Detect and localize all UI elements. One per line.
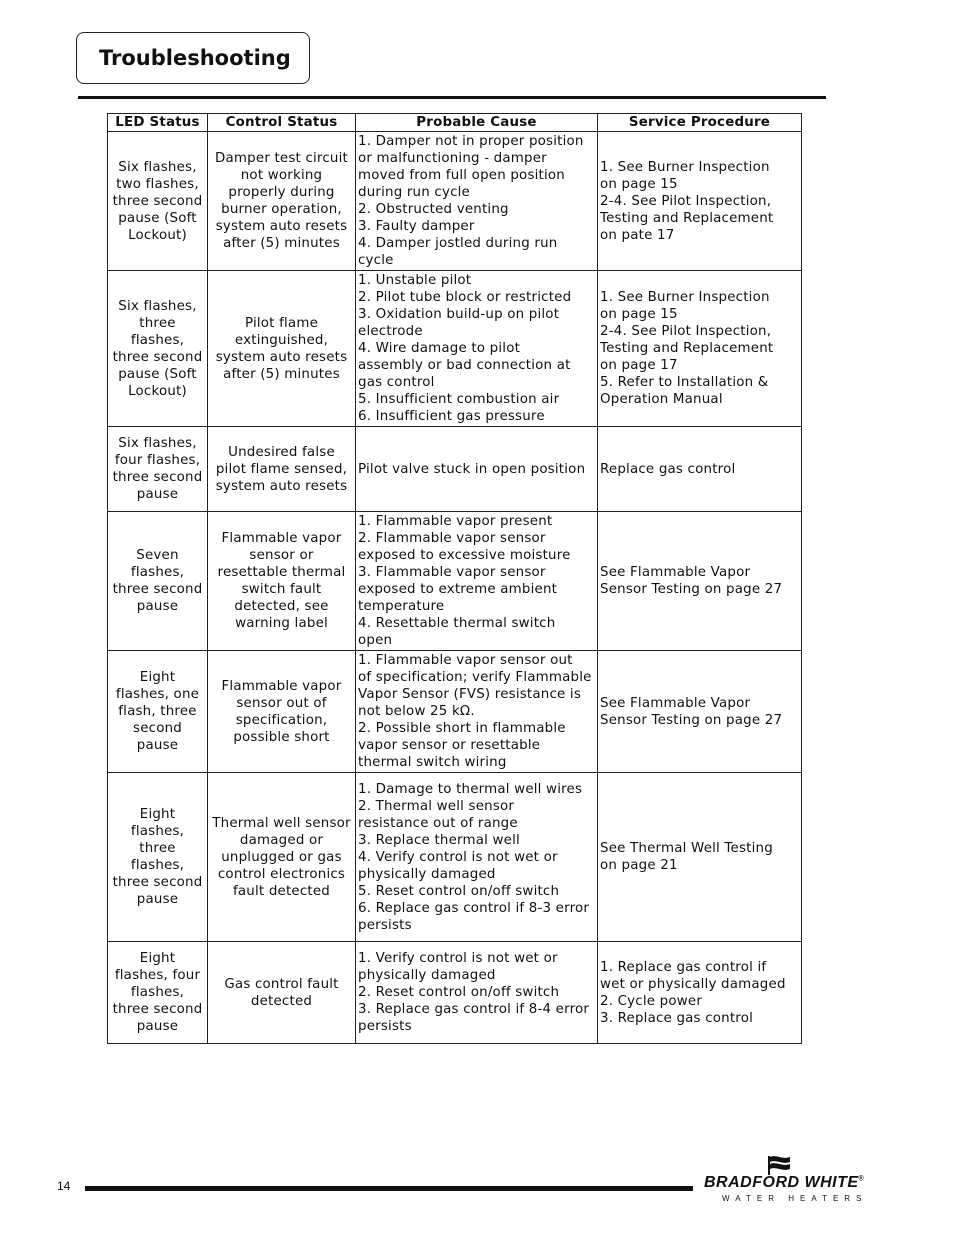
cell-line: Lockout) [128,227,187,243]
probable-cause-cell [356,427,598,512]
cell-line: on page 15 [600,307,678,322]
cell-line: on page 17 [600,358,678,373]
cell-line: Lockout) [128,383,187,399]
cell-line: switch fault [241,582,322,597]
cell-line: during run cycle [358,185,470,200]
cell-line: unplugged or gas [221,849,342,865]
cell-line: Pilot flame [244,315,319,331]
cell-line: electrode [358,324,423,339]
service-procedure-cell [598,132,802,271]
cell-line: pause (Soft [118,366,197,382]
brand-subtitle: WATER HEATERS [722,1194,868,1203]
probable-cause-cell [356,773,598,942]
led-status-cell [108,773,208,942]
cell-line: See Thermal Well Testing [600,841,773,856]
cell-line: Undesired false [228,444,335,460]
table-row [108,773,802,942]
cell-line: Six flashes, [118,159,197,175]
cell-line: three [139,315,176,331]
table-row [108,942,802,1044]
cell-line: damaged or [239,832,324,848]
cell-line: 5. Refer to Installation & [600,375,769,390]
cell-line: flashes, [130,824,185,839]
cell-line: 1. Unstable pilot [358,273,472,288]
table-row [108,271,802,427]
probable-cause-cell [356,271,598,427]
cell-line: 4. Resettable thermal switch [358,616,556,631]
cell-line: Testing and Replacement [600,341,774,356]
cell-line: Operation Manual [600,392,723,407]
column-header: Probable Cause [356,114,598,132]
cell-line: 2-4. See Pilot Inspection, [600,324,772,339]
cell-line: Sensor Testing on page 27 [600,712,783,728]
cell-line: flash, three [118,704,197,719]
cell-line: system auto resets [215,478,348,494]
cell-line: 2-4. See Pilot Inspection, [600,193,772,209]
cell-line: Eight [139,670,176,685]
cell-line: flashes, [130,858,185,873]
cell-line: on page 15 [600,176,678,192]
cell-line: See Flammable Vapor [600,565,751,580]
cell-line: on page 21 [600,858,678,873]
table-row [108,427,802,512]
cell-line: cycle [358,253,394,268]
cell-line: pause [136,738,179,753]
led-status-cell [108,271,208,427]
cell-line: exposed to excessive moisture [358,548,571,563]
control-status-cell [208,512,356,651]
cell-line: assembly or bad connection at [358,358,571,373]
cell-line: extinguished, [234,332,329,348]
cell-line: pilot flame sensed, [215,461,348,477]
cell-line: properly during [228,185,335,200]
cell-line: Flammable vapor [221,531,342,546]
title-divider [78,96,826,99]
cell-line: 1. Flammable vapor sensor out [358,653,573,668]
cell-line: Vapor Sensor (FVS) resistance is [358,687,582,702]
cell-line: three second [112,875,203,890]
cell-line: 3. Replace gas control if 8-4 error [358,1002,590,1017]
cell-line: resettable thermal [217,565,346,580]
cell-line: or malfunctioning - damper [358,151,547,166]
cell-line: fault detected [232,883,330,899]
table-row [108,651,802,773]
cell-line: possible short [233,729,330,745]
cell-line: 3. Oxidation build-up on pilot [358,307,560,322]
cell-line: 5. Reset control on/off switch [358,883,560,899]
cell-line: 2. Cycle power [600,993,703,1009]
flag-icon [766,1154,796,1176]
cell-line: Thermal well sensor [212,815,351,831]
cell-line: 1. Verify control is not wet or [358,951,558,966]
cell-line: persists [358,1019,412,1034]
table-row [108,132,802,271]
cell-line: Replace gas control [600,461,736,477]
cell-line: Sensor Testing on page 27 [600,582,783,597]
cell-line: exposed to extreme ambient [358,582,558,597]
table-header-row [108,114,802,132]
cell-line: resistance out of range [358,815,518,831]
cell-line: three [139,841,176,856]
cell-line: 1. Flammable vapor present [358,514,553,529]
cell-line: persists [358,917,412,933]
cell-line: control electronics [217,866,346,882]
control-status-cell [208,942,356,1044]
cell-line: Gas control fault [224,976,339,992]
service-procedure-cell [598,271,802,427]
cell-line: sensor or [249,548,314,563]
cell-line: 1. Damage to thermal well wires [358,781,583,797]
cell-line: after (5) minutes [223,366,340,382]
cell-line: 1. See Burner Inspection [600,159,770,175]
led-status-cell [108,132,208,271]
page-title: Troubleshooting [99,46,291,70]
cell-line: four flashes, [114,453,201,468]
cell-line: after (5) minutes [223,236,340,251]
cell-line: detected [250,993,313,1009]
service-procedure-cell [598,651,802,773]
footer-divider [85,1186,693,1191]
cell-line: temperature [358,599,445,614]
cell-line: 1. Replace gas control if [600,959,767,975]
page-title-box [76,32,310,84]
cell-line: moved from full open position [358,168,565,183]
service-procedure-cell [598,512,802,651]
cell-line: not working [240,168,323,183]
cell-line: 2. Thermal well sensor [358,798,515,814]
cell-line: 4. Wire damage to pilot [358,341,521,356]
brand-logo [700,1152,870,1208]
column-header: LED Status [108,114,208,132]
column-header: Service Procedure [598,114,802,132]
cell-line: Pilot valve stuck in open position [358,461,586,477]
cell-line: Six flashes, [118,298,197,314]
cell-line: three second [112,193,203,209]
column-header: Control Status [208,114,356,132]
cell-line: Eight [139,807,176,822]
cell-line: flashes, one [115,687,200,702]
cell-line: 2. Pilot tube block or restricted [358,290,572,305]
cell-line: 2. Reset control on/off switch [358,985,560,1000]
probable-cause-cell [356,942,598,1044]
cell-line: not below 25 kΩ. [358,704,475,719]
cell-line: three second [112,582,203,597]
cell-line: flashes, [130,565,185,580]
cell-line: Flammable vapor [221,678,342,694]
probable-cause-cell [356,132,598,271]
cell-line: wet or physically damaged [600,976,786,992]
cell-line: pause [136,1019,179,1034]
cell-line: 3. Replace gas control [600,1010,754,1026]
cell-line: gas control [358,375,435,390]
led-status-cell [108,427,208,512]
cell-line: 4. Verify control is not wet or [358,849,558,865]
probable-cause-cell [356,512,598,651]
cell-line: 2. Possible short in flammable [358,721,566,736]
cell-line: Eight [139,951,176,966]
cell-line: Seven [136,548,179,563]
cell-line: 2. Obstructed venting [358,202,509,217]
cell-line: burner operation, [221,202,342,217]
cell-line: three second [112,1002,203,1017]
cell-line: 4. Damper jostled during run [358,236,558,251]
cell-line: 1. Damper not in proper position [358,134,584,149]
service-procedure-cell [598,427,802,512]
cell-line: pause (Soft [118,210,197,226]
cell-line: vapor sensor or resettable [358,738,541,753]
cell-line: 3. Faulty damper [358,219,475,234]
control-status-cell [208,651,356,773]
cell-line: system auto resets [215,349,348,365]
led-status-cell [108,942,208,1044]
cell-line: detected, see [234,599,329,614]
cell-line: 6. Insufficient gas pressure [358,409,545,424]
page-number: 14 [57,1179,71,1193]
cell-line: two flashes, [116,176,199,192]
table-row [108,512,802,651]
cell-line: physically damaged [358,968,496,983]
probable-cause-cell [356,651,598,773]
cell-line: pause [136,487,179,502]
cell-line: pause [136,892,179,907]
cell-line: Six flashes, [118,436,197,451]
control-status-cell [208,427,356,512]
cell-line: specification, [235,712,328,728]
cell-line: open [358,633,393,648]
control-status-cell [208,773,356,942]
cell-line: Testing and Replacement [600,210,774,226]
cell-line: 1. See Burner Inspection [600,290,770,305]
brand-name: BRADFORD WHITE® [704,1174,865,1191]
cell-line: flashes, [130,985,185,1000]
control-status-cell [208,271,356,427]
cell-line: Damper test circuit [215,151,348,166]
cell-line: system auto resets [215,219,348,234]
control-status-cell [208,132,356,271]
cell-line: warning label [235,616,328,631]
cell-line: 2. Flammable vapor sensor [358,531,546,546]
cell-line: physically damaged [358,866,496,882]
cell-line: 3. Replace thermal well [358,832,520,848]
service-procedure-cell [598,773,802,942]
cell-line: 3. Flammable vapor sensor [358,565,546,580]
led-status-cell [108,512,208,651]
cell-line: 5. Insufficient combustion air [358,392,560,407]
cell-line: three second [112,470,203,485]
led-status-cell [108,651,208,773]
cell-line: on pate 17 [600,227,675,243]
cell-line: pause [136,599,179,614]
cell-line: thermal switch wiring [358,755,507,770]
cell-line: flashes, four [114,968,201,983]
troubleshooting-table [107,113,802,1044]
cell-line: of specification; verify Flammable [358,670,592,685]
cell-line: 6. Replace gas control if 8-3 error [358,900,590,916]
cell-line: sensor out of [236,695,327,711]
cell-line: See Flammable Vapor [600,695,751,711]
cell-line: three second [112,349,203,365]
service-procedure-cell [598,942,802,1044]
cell-line: flashes, [130,332,185,348]
cell-line: second [133,721,182,736]
